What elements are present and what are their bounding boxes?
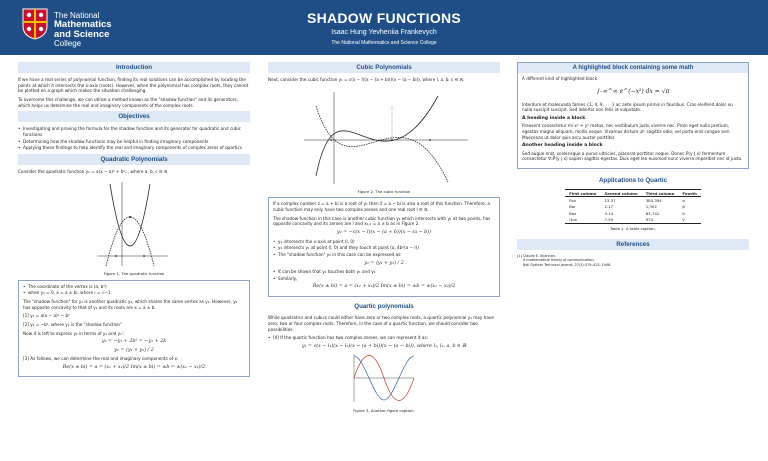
block-heading-1: A heading inside a block [522,116,586,122]
table-cell: 1,392 [645,204,657,210]
table-header-cell: Second column [600,190,641,197]
introduction-paragraph-2: To overcome this challenge, we can utilise a method known as the "shadow function" and its generators, which helps us determine the real and imaginary components of the complex roots. [18,97,238,108]
cubic-item: • It can be shown that y₂ touches both y₁ and y₂ [273,269,495,275]
table-row [565,197,701,204]
block-heading-2: Another heading inside a block [522,143,603,149]
gaussian-integral: ∫₋∞^∞ e^(−x²) dx = √π [596,87,670,95]
college-line4: College [54,39,82,49]
quadratic-box-math-1: y₂ = −y₁ + 2b² = −y₁ + 2k [101,339,167,345]
poster-title: SHADOW FUNCTIONS [306,10,462,26]
table-cell: Baz [569,210,577,216]
cubic-paragraph-3: The shadow function in this case is another cubic function y₂ which intersects with y₁ at two points, has opposite concavity and its zeroes are l and x₁,₂ = a ± b as in Figure 2. [273,215,491,227]
introduction-paragraph-1: If we have a real series of polynomial function, finding its real solutions can be accomplished by locating the points at which it intersects the x-axis (roots). However, when the polynomial has complex roots, they cannot be plotted on a graph which makes the situation challenging. [18,77,249,94]
applications-table [565,189,701,223]
cubic-paragraph-2: If a complex number z = a + bi is a root of y₁ then z̄ = a − bi is also a root of this function. Therefore, a cubic function may only have two complex zeroes and one real root l ∈ ℝ. [273,201,490,213]
table-header-cell: First column [565,190,600,197]
table-cell: α [682,197,685,203]
table-cell: 974 [642,216,679,223]
cubic-math-2: y₂ = (y₁ + y₂) / 2 [364,260,404,266]
table-header-cell: Third column [642,190,679,197]
quartic-math-1: y₁ = c(x − l₁)(x − l₂)(x − (a + bi))(x − (a − bi)), where l₁, l₂, a, b ∈ ℝ [301,343,467,349]
table-cell: 2.17 [604,204,614,210]
objective-item: • Determining how the shadow functions may be helpful in finding imaginary components [18,139,250,145]
table-cell: Foo [569,197,576,203]
table-cell: Bar [569,204,576,210]
objective-item: • Investigating and proving the formula for the shadow function and its generator for quadratic and cubic functions [18,126,250,137]
table-cell: β [682,204,685,210]
objectives-title: Objectives [18,111,250,122]
quartic-title: Quartic polynomials [354,302,414,310]
cubic-math-3: Re(x ± bi) = a = (x₁ + x₂)/2 Im(x ± bi) = ±b = ±(x₁ − x₂)/2 [312,284,456,290]
table-row [565,216,701,223]
poster-authors: Isaac Hung Yevheniia Frankevych [331,29,437,36]
figure-2-caption: Figure 2. The cubic function [357,189,411,195]
table-cell: 3.14 [604,210,614,216]
table-cell: 83,742 [645,210,660,216]
reference-line: Bell System Technical Journal, 27(3):379–423, 1948. [523,262,612,267]
quartic-item: • [4] If the quartic function has two complex zeroes, we can represent it as: [268,335,500,341]
table-header-row [565,190,701,197]
table-cell: γ [678,216,701,223]
cubic-item: • Similarly, [273,276,495,282]
quadratic-box-math-3: Re(x ± bi) = a = (x₁ + x₂)/2 Im(x ± bi) = ±b = ±(x₁ − x₂)/2 [62,364,206,370]
college-line1: The National [54,11,100,20]
highlighted-math-block [517,62,749,169]
cubic-title: Cubic Polynomials [268,62,500,73]
reference-line: [1] Claude E. Shannon. [517,253,557,258]
table-header-cell: Fourth [678,190,701,197]
highlighted-block-intro: A different kind of highlighted block. [522,76,599,81]
poster-header [0,0,768,55]
quadratic-figure [18,178,250,268]
quadratic-box-paragraph-2: Now it is left to express y₂ in terms of y₁ and y₁′: [23,330,125,336]
table-caption: Table 1. A table caption. [610,225,656,231]
figure-1-caption: Figure 1. The quadratic function [103,271,165,277]
sine-figure [268,352,500,404]
objectives-list [18,126,250,151]
quadratic-box-item: • when y₂ = 0, x = a ± bi, where i = √−1 [23,290,245,296]
quadratic-box-item: • The coordinate of the vertex is (a, b²) [23,284,245,290]
references-list [517,254,749,268]
quadratic-box-paragraph-3: [3] As follows, we can determine the real and imaginary components of x: [23,356,179,362]
reference-line: A mathematical theory of communication. [523,258,595,263]
table-cell: δ [682,210,685,216]
cubic-figure [268,86,500,186]
quadratic-paragraph: Consider the quadratic function y₁ = a(x − a)² + b², , where a, b, c ∈ ℝ [18,169,168,175]
references-title: References [517,239,749,250]
quadratic-box-math-2: y₂ = (y₁ + y₂) / 2 [114,347,154,353]
college-line3: and Science [54,29,110,41]
table-cell: Qux [565,216,600,223]
poster-affiliation: The National Mathematics and Science College [331,40,437,46]
quadratic-box-paragraph-1: The "shadow function" for y₁ is another quadratic y₂, which shares the same vertex as y₁. However, y₂ has opposite concavity to that of y₁ and its roots are x = a ± b. [23,298,238,310]
applications-title: Applications to Quartic [598,176,668,184]
cubic-paragraph-1: Next, consider the cubic function y₁ = c(x − l)(x − (a + bi))(x − (a − bi)), where l, a, b, c ∈ ℝ. [268,77,465,82]
objective-item: • Applying these findings to help identify the real and imaginary components of complex zeros of quartics [18,145,250,151]
college-line2: Mathematics [54,19,112,31]
cubic-math-1: y₂ = −c(x − l)(x − (a + b))(x − (a − b)) [337,230,431,236]
block-heading-2-paragraph: Sed augue erat, scelerisque a purus ultricies, placerat porttitor neque. Donec P(y | x) fermentum consectetur ∇ₓP(y | x) sapien sagittis egestas. Duis eget leo euismod nunc viverra imperdiet nec id justo. [522,150,743,162]
column-middle [268,62,500,416]
cubic-item: • The "shadow function" y₂ in this case can be expressed as: [273,252,495,258]
quadratic-box-eq-2: [2] y₂ = −b², where y₂ is the "shadow function" [23,321,122,327]
table-cell: 384,394 [645,197,662,203]
table-cell: 7.59 [600,216,641,223]
highlighted-block-title: A highlighted block containing some math [518,63,748,73]
cubic-item: • y₁ intersects the x-axis at point (l, 0) [273,239,495,245]
cubic-item: • y₂ intersects y₁ at point (l, 0) and they touch at point (a, 4b²(a − l)) [273,245,495,251]
highlighted-block-paragraph: Interdum et malesuada fames {1, 4, 9, . . .} ac ante ipsum primis in faucibus. Cras eleifend dolor eu nulla suscipit suscipit. Sed lobortis non felis id vulputate. [522,101,733,113]
column-right [517,62,749,267]
quadratic-title: Quadratic Polynomials [18,154,250,165]
quadratic-box [18,280,250,378]
column-left [18,62,250,377]
table-cell: 13.37 [604,197,616,203]
figure-3-caption: Figure 3. Another figure caption. [353,408,415,414]
introduction-title: Introduction [18,62,250,73]
cubic-box [268,197,500,296]
block-heading-1-paragraph: Praesent consectetur mi x² + y² metus, nec vestibulum justo viverra nec. Proin eget nulla pretium, egestas magna aliquam, mollis neque. Vivamus dictum ulᵖ sagittis odio, vel porta erat congue sed. Maecenas ut dolor quis arcu auctor porttitor. [522,123,730,140]
quartic-paragraph: While quadratics and cubics could either have zero or two complex roots, a quartic polynomial y₁ may have zero, two or four complex roots. Therefore, in the case of a quartic function, we should consider two possibilities. [268,315,494,332]
quadratic-box-eq-1: [1] y₁ = a(x − a)² − b² [23,313,70,319]
